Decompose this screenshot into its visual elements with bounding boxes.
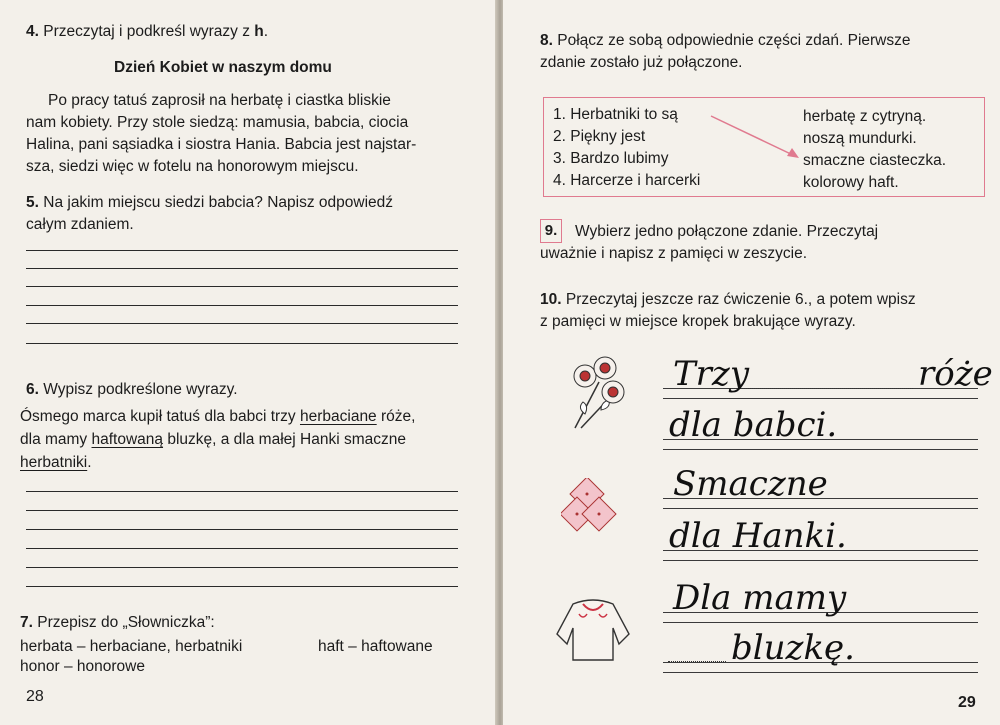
exercise-6-sentence-1 xyxy=(20,406,415,428)
exercise-9-line-2: uważnie i napisz z pamięci w zeszycie. xyxy=(540,245,808,262)
answer-line[interactable] xyxy=(26,343,458,344)
exercise-8 xyxy=(540,30,911,52)
left-page xyxy=(0,0,497,725)
vocab-row-1b: haft – haftowane xyxy=(318,638,433,655)
text: róże, xyxy=(376,408,416,425)
answer-line[interactable] xyxy=(26,286,458,287)
underlined-word: haftowaną xyxy=(91,431,164,448)
answer-line[interactable] xyxy=(26,567,458,568)
text: dla mamy xyxy=(20,431,92,448)
story-title: Dzień Kobiet w naszym domu xyxy=(114,59,332,76)
underlined-word: herbatniki xyxy=(20,454,88,471)
vocab-row-1a: herbata – herbaciane, herbatniki xyxy=(20,638,243,655)
underlined-word: herbaciane xyxy=(299,408,377,425)
match-left-2[interactable]: 2. Piękny jest xyxy=(553,128,646,145)
exercise-6-sentence-2 xyxy=(20,429,406,451)
answer-line[interactable] xyxy=(26,250,458,251)
story-line-1: Po pracy tatuś zaprosił na herbatę i ciastka bliskie xyxy=(48,92,391,109)
answer-line[interactable] xyxy=(26,323,458,324)
exercise-number: 7. xyxy=(20,614,33,631)
writing-guide-line xyxy=(663,398,978,399)
answer-line[interactable] xyxy=(26,305,458,306)
exercise-10-line-2: z pamięci w miejsce kropek brakujące wyrazy. xyxy=(540,313,856,330)
match-left-3[interactable]: 3. Bardzo lubimy xyxy=(553,150,669,167)
text: bluzkę, a dla małej Hanki smaczne xyxy=(163,431,406,448)
answer-line[interactable] xyxy=(26,586,458,587)
blouse-icon xyxy=(553,594,633,666)
match-left-1[interactable]: 1. Herbatniki to są xyxy=(553,106,678,123)
exercise-10 xyxy=(540,289,916,311)
handwriting-dla-babci: dla babci. xyxy=(669,405,838,445)
answer-line[interactable] xyxy=(26,491,458,492)
match-right-1[interactable]: herbatę z cytryną. xyxy=(803,108,927,125)
handwriting-smaczne: Smaczne xyxy=(673,464,828,504)
letter-h: h xyxy=(254,23,264,40)
exercise-5-line-1: Na jakim miejscu siedzi babcia? Napisz odpowiedź xyxy=(43,194,394,211)
match-right-4[interactable]: kolorowy haft. xyxy=(803,174,899,191)
story-line-3: Halina, pani sąsiadka i siostra Hania. Babcia jest najstar- xyxy=(26,136,417,153)
exercise-9-line-1: Wybierz jedno połączone zdanie. Przeczytaj xyxy=(575,223,879,240)
handwriting-roze: róże xyxy=(918,354,993,394)
answer-line[interactable] xyxy=(26,529,458,530)
exercise-4 xyxy=(26,21,268,43)
answer-line[interactable] xyxy=(26,510,458,511)
exercise-8-line-2: zdanie zostało już połączone. xyxy=(540,54,743,71)
handwriting-dla-hanki: dla Hanki. xyxy=(669,516,847,556)
story-line-2: nam kobiety. Przy stole siedzą: mamusia, babcia, ciocia xyxy=(26,114,409,131)
handwriting-bluzke: bluzkę. xyxy=(731,628,855,668)
exercise-number: 4. xyxy=(26,23,39,40)
biscuits-icon xyxy=(561,478,621,538)
page-number: 29 xyxy=(958,694,976,711)
exercise-number: 10. xyxy=(540,291,562,308)
handwriting-trzy: Trzy xyxy=(673,354,750,394)
writing-guide-line xyxy=(663,449,978,450)
exercise-5 xyxy=(26,192,393,214)
exercise-5-line-2: całym zdaniem. xyxy=(26,216,134,233)
handwriting-dla-mamy: Dla mamy xyxy=(673,578,847,618)
writing-guide-line xyxy=(663,622,978,623)
writing-guide-line xyxy=(663,560,978,561)
answer-line[interactable] xyxy=(26,268,458,269)
story-line-4: sza, siedzi więc w fotelu na honorowym miejscu. xyxy=(26,158,359,175)
exercise-6-text: Wypisz podkreślone wyrazy. xyxy=(43,381,238,398)
match-right-3[interactable]: smaczne ciasteczka. xyxy=(803,152,946,169)
connection-arrow-icon xyxy=(703,112,803,162)
exercise-9-number: 9. xyxy=(540,219,562,243)
match-left-4[interactable]: 4. Harcerze i harcerki xyxy=(553,172,701,189)
period: . xyxy=(263,23,269,40)
exercise-10-line-1: Przeczytaj jeszcze raz ćwiczenie 6., a potem wpisz xyxy=(565,291,916,308)
exercise-7 xyxy=(20,612,215,634)
right-page xyxy=(503,0,1000,725)
text: . xyxy=(87,454,92,471)
exercise-6-sentence-3 xyxy=(20,452,92,474)
answer-line[interactable] xyxy=(26,548,458,549)
blank-dots[interactable] xyxy=(728,388,913,389)
match-right-2[interactable]: noszą mundurki. xyxy=(803,130,917,147)
exercise-7-text: Przepisz do „Słowniczka”: xyxy=(37,614,215,631)
exercise-6 xyxy=(26,379,238,401)
exercise-number: 8. xyxy=(540,32,553,49)
exercise-8-line-1: Połącz ze sobą odpowiednie części zdań. Pierwsze xyxy=(557,32,911,49)
page-number: 28 xyxy=(26,688,44,705)
exercise-number: 5. xyxy=(26,194,39,211)
writing-guide-line xyxy=(663,508,978,509)
text: Ósmego marca kupił tatuś dla babci trzy xyxy=(20,408,300,425)
writing-guide-line xyxy=(663,672,978,673)
vocab-row-2: honor – honorowe xyxy=(20,658,145,675)
roses-icon xyxy=(555,354,635,434)
exercise-4-text: Przeczytaj i podkreśl wyrazy z xyxy=(43,23,255,40)
exercise-number: 6. xyxy=(26,381,39,398)
